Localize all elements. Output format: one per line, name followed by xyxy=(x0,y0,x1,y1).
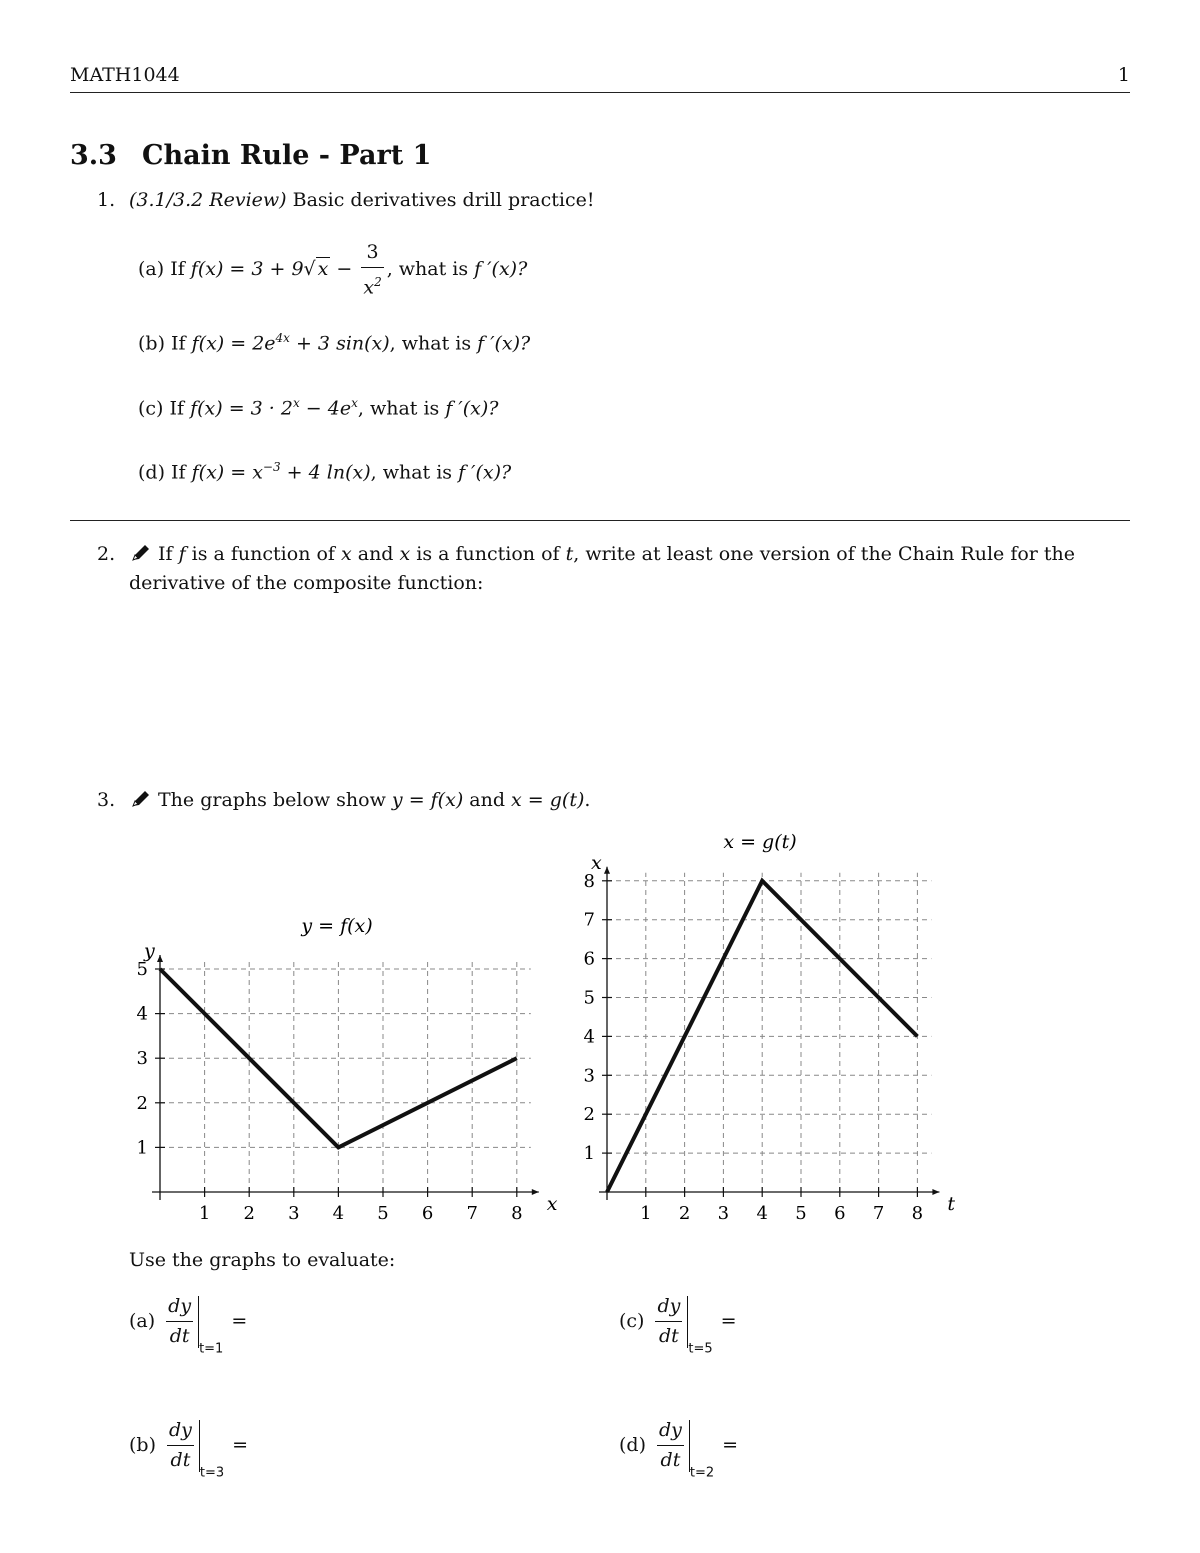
eval-a xyxy=(129,1292,247,1364)
q2-prompt xyxy=(124,540,1134,569)
part-label: (c) xyxy=(138,397,164,420)
y-axis-arrow xyxy=(604,867,610,874)
math-expression: − 4e xyxy=(299,397,352,420)
math-exponent: x xyxy=(351,396,358,410)
q1-part-c xyxy=(138,389,498,423)
section-divider xyxy=(70,520,1130,521)
eval-label: (c) xyxy=(619,1309,645,1332)
y-tick-label: 1 xyxy=(583,1143,595,1165)
sqrt-argument: x xyxy=(317,258,329,281)
math-expression: f(x) = x xyxy=(191,461,263,484)
series-line xyxy=(160,969,517,1147)
math-expression: f(x) = 2e xyxy=(191,332,276,355)
evaluation-bar xyxy=(199,1420,200,1472)
pencil-icon xyxy=(130,543,152,563)
eval-b xyxy=(129,1416,248,1488)
part-text: , what is xyxy=(386,258,475,281)
equals-sign: = xyxy=(232,1433,249,1456)
x-tick-label: 7 xyxy=(872,1203,885,1224)
part-text: If xyxy=(171,461,192,484)
derivative-fraction xyxy=(166,1292,193,1351)
equals-sign: = xyxy=(231,1309,248,1332)
part-label: (b) xyxy=(138,332,165,355)
derivative-numerator: dy xyxy=(659,1419,682,1441)
math-symbol: f xyxy=(178,543,186,565)
q3-text: and xyxy=(463,789,512,811)
derivative-denominator: dt xyxy=(657,1445,684,1475)
graph-f xyxy=(120,900,560,1230)
graph-g xyxy=(560,820,960,1230)
page-number: 1 xyxy=(1117,64,1130,86)
math-expression: f ′(x)? xyxy=(474,258,528,281)
q2-text: is a function of xyxy=(185,543,341,565)
derivative-numerator: dy xyxy=(657,1295,681,1317)
math-expression: + 3 sin(x) xyxy=(289,332,390,355)
q1-text: Basic derivatives drill practice! xyxy=(292,189,595,211)
chart-title: x = g(t) xyxy=(723,831,797,853)
section-heading xyxy=(70,140,431,171)
eval-label: (d) xyxy=(619,1433,646,1456)
fraction-denominator xyxy=(361,267,383,302)
y-tick-label: 4 xyxy=(583,1026,595,1048)
x-tick-label: 3 xyxy=(288,1203,300,1224)
x-tick-label: 2 xyxy=(678,1203,691,1224)
q3-text: The graphs below show xyxy=(158,789,392,811)
x-tick-label: 8 xyxy=(511,1203,523,1224)
denominator-exponent: 2 xyxy=(374,275,382,289)
derivative-denominator: dt xyxy=(166,1321,193,1351)
q3-text: . xyxy=(584,789,591,811)
q1-part-d xyxy=(138,453,511,487)
x-tick-label: 6 xyxy=(834,1203,846,1224)
section-number: 3.3 xyxy=(70,140,117,171)
y-axis-label: y xyxy=(144,940,155,962)
part-text: If xyxy=(169,397,191,420)
q1-part-a xyxy=(138,238,527,302)
y-axis-arrow xyxy=(157,955,163,962)
x-tick-label: 3 xyxy=(717,1203,730,1224)
math-symbol: x xyxy=(340,543,352,565)
derivative-numerator: dy xyxy=(168,1295,192,1317)
q1-part-b xyxy=(138,324,530,358)
y-tick-label: 7 xyxy=(583,909,595,931)
chart-title: y = f(x) xyxy=(301,915,373,937)
math-expression: f ′(x)? xyxy=(445,397,499,420)
evaluation-subscript: t=3 xyxy=(199,1465,225,1481)
denominator-base: x xyxy=(363,276,375,299)
pencil-icon xyxy=(130,789,152,809)
math-symbol: x xyxy=(399,543,411,565)
derivative-fraction xyxy=(655,1292,682,1351)
y-tick-label: 5 xyxy=(136,959,148,980)
evaluation-bar xyxy=(198,1296,199,1348)
q2-text: If xyxy=(158,543,179,565)
derivative-fraction xyxy=(657,1416,684,1475)
math-exponent: 4x xyxy=(275,331,290,345)
q2-number: 2. xyxy=(97,543,116,565)
eval-label: (b) xyxy=(129,1433,156,1456)
math-expression: x = g(t) xyxy=(511,789,585,811)
part-text: , what is xyxy=(370,461,459,484)
use-graphs-text: Use the graphs to evaluate: xyxy=(129,1249,396,1271)
x-axis-label: x xyxy=(546,1193,558,1215)
evaluation-subscript: t=5 xyxy=(688,1341,713,1357)
evaluation-bar xyxy=(689,1420,690,1472)
part-label: (a) xyxy=(138,258,165,281)
derivative-denominator: dt xyxy=(167,1445,194,1475)
y-tick-label: 4 xyxy=(136,1003,148,1025)
x-tick-label: 1 xyxy=(198,1203,211,1224)
math-operator: − xyxy=(330,258,359,281)
eval-d xyxy=(619,1416,738,1488)
q3-number: 3. xyxy=(97,789,116,811)
math-expression: f(x) = 3 · 2 xyxy=(190,397,293,420)
q3-prompt xyxy=(124,786,590,815)
y-tick-label: 3 xyxy=(136,1048,148,1070)
y-tick-label: 1 xyxy=(136,1137,148,1159)
eval-label: (a) xyxy=(129,1309,156,1332)
evaluation-subscript: t=1 xyxy=(199,1341,224,1357)
q2-text: is a function of xyxy=(410,543,566,565)
derivative-fraction xyxy=(167,1416,194,1475)
derivative-denominator: dt xyxy=(655,1321,682,1351)
x-axis-arrow xyxy=(532,1189,539,1195)
x-tick-label: 4 xyxy=(332,1203,345,1224)
equals-sign: = xyxy=(722,1433,739,1456)
x-tick-label: 5 xyxy=(795,1203,807,1224)
part-text: If xyxy=(170,258,191,281)
course-code: MATH1044 xyxy=(70,64,180,86)
fraction-numerator: 3 xyxy=(366,241,379,263)
x-tick-label: 5 xyxy=(377,1203,389,1224)
q2-text: , write at least one version of the Chain Rule for the xyxy=(573,543,1076,565)
evaluation-bar xyxy=(687,1296,688,1348)
x-tick-label: 4 xyxy=(756,1203,768,1224)
eval-c xyxy=(619,1292,737,1364)
y-tick-label: 8 xyxy=(583,870,595,892)
y-tick-label: 6 xyxy=(583,948,595,970)
math-symbol: t xyxy=(565,543,574,565)
x-tick-label: 6 xyxy=(421,1203,434,1224)
math-exponent: −3 xyxy=(262,460,281,474)
x-tick-label: 8 xyxy=(911,1203,924,1224)
fraction xyxy=(361,238,383,302)
y-tick-label: 2 xyxy=(136,1092,148,1114)
part-text: , what is xyxy=(389,332,478,355)
q1-number: 1. xyxy=(97,189,116,211)
math-exponent: x xyxy=(292,396,300,410)
y-tick-label: 5 xyxy=(583,987,595,1009)
q2-text-line2: derivative of the composite function: xyxy=(129,572,484,594)
x-tick-label: 7 xyxy=(466,1203,478,1224)
part-text: If xyxy=(171,332,192,355)
q1-prompt xyxy=(129,186,595,215)
y-tick-label: 2 xyxy=(583,1104,595,1126)
evaluation-subscript: t=2 xyxy=(689,1465,715,1481)
header-rule xyxy=(70,92,1130,93)
x-tick-label: 1 xyxy=(640,1203,652,1224)
y-tick-label: 3 xyxy=(583,1065,595,1087)
q1-tag: (3.1/3.2 Review) xyxy=(129,189,287,211)
derivative-numerator: dy xyxy=(169,1419,192,1441)
q2-text: and xyxy=(351,543,400,565)
x-tick-label: 2 xyxy=(243,1203,255,1224)
section-title: Chain Rule - Part 1 xyxy=(142,140,432,171)
part-text: , what is xyxy=(357,397,446,420)
math-expression: + 4 ln(x) xyxy=(280,461,371,484)
math-expression: y = f(x) xyxy=(391,789,464,811)
equals-sign: = xyxy=(720,1309,737,1332)
part-label: (d) xyxy=(138,461,165,484)
x-axis-arrow xyxy=(932,1189,939,1195)
x-axis-label: t xyxy=(947,1193,956,1215)
y-axis-label: x xyxy=(591,851,602,874)
sqrt-sign: √ xyxy=(303,258,316,281)
math-expression: f ′(x)? xyxy=(458,461,512,484)
math-expression: f(x) = 3 + 9 xyxy=(190,258,304,281)
math-expression: f ′(x)? xyxy=(477,332,531,355)
